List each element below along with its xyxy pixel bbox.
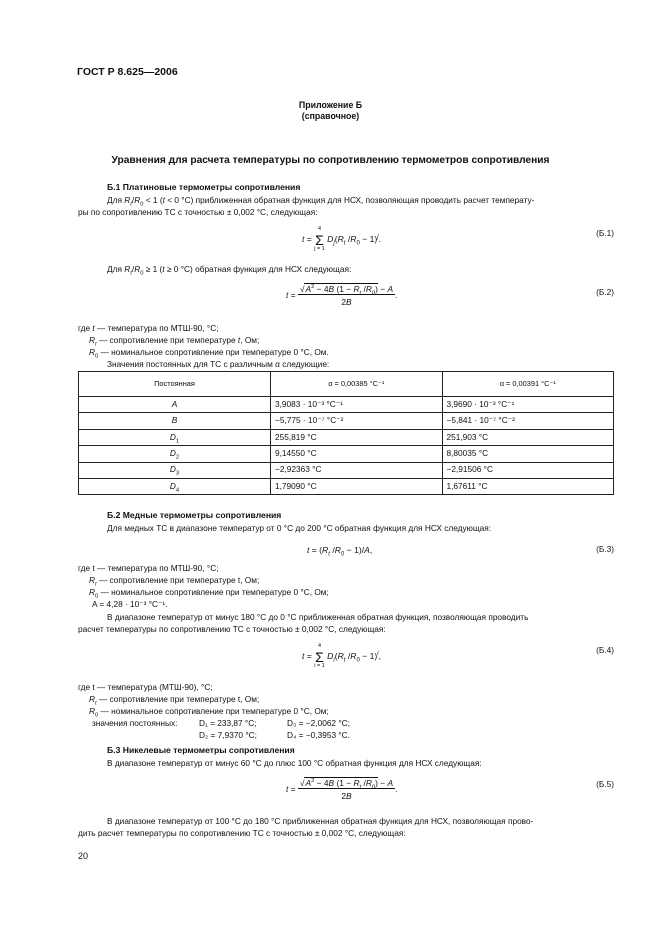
document-header: ГОСТ Р 8.625—2006: [77, 66, 178, 78]
where-word: где: [78, 323, 91, 333]
table-cell-value: −2,92363 °С: [271, 462, 442, 478]
table-header-cell: α = 0,00385 °С⁻¹: [271, 372, 442, 397]
where2-r0: $R_0$ — номинальное сопротивление при температуре 0 °С, Ом;: [89, 587, 329, 600]
where-r0: $R_0$ — номинальное сопротивление при температуре 0 °С, Ом.: [89, 347, 329, 360]
where-rt-end: , Ом;: [240, 335, 260, 345]
where3-r0: $R_0$ — номинальное сопротивление при температуре 0 °С, Ом;: [89, 706, 329, 719]
equation-b3-number: (Б.3): [596, 544, 614, 554]
section-b3-title: Б.3 Никелевые термометры сопротивления: [107, 745, 295, 755]
where3-rt: $R_t$ — сопротивление при температуре t, Ом;: [89, 694, 260, 707]
table-cell-value: −5,775 · 10⁻⁷ °С⁻²: [271, 413, 442, 429]
table-cell-value: 255,819 °С: [271, 429, 442, 445]
table-header-row: [79, 372, 614, 397]
where3-r0-desc: — номинальное сопротивление при температуре 0 °С, Ом;: [100, 706, 329, 716]
table-cell-constant: $D_3$: [79, 462, 271, 478]
b1-paragraph-2: Для $R_t/R_0 \ge 1$ (t ≥ 0 °С) обратная функция для НСХ следующая:: [107, 264, 352, 277]
table-row: [79, 429, 614, 445]
section-b2-title: Б.2 Медные термометры сопротивления: [107, 510, 282, 520]
b3-paragraph-2-line2: дить расчет температуры по сопротивлению ТС с точностью ± 0,002 °С, следующая:: [78, 828, 406, 838]
sum-symbol: 4 Σ j = 1: [314, 226, 325, 252]
table-cell-constant: $D_4$: [79, 478, 271, 494]
constants-table: [78, 371, 614, 495]
equation-b2: t = $\frac{√A^2 - 4B (1 - R_t /R_0) - A}{2B}$ .: [286, 284, 398, 308]
b1-paragraph-1-line2: ры по сопротивлению ТС с точностью ± 0,002 °С, следующая:: [78, 207, 318, 217]
appendix-title: Приложение Б: [298, 100, 363, 110]
where2-r0-desc: — номинальное сопротивление при температуре 0 °С, Ом;: [100, 587, 329, 597]
equation-b3: $t = (R_t$ $/R_0 - 1)/A$,: [307, 545, 373, 558]
b3-paragraph-1: В диапазоне температур от минус 60 °С до плюс 100 °С обратная функция для НСХ следующая:: [107, 758, 482, 768]
equation-b4: t = 4 Σ i = 1 $D_i(R_t$ $/R_0 - 1)^i$,: [302, 643, 381, 669]
b1-p1-cond2: < 0 °С) приближенная обратная функция для НСХ, позволяющая проводить расчет температу-: [167, 195, 535, 205]
main-title: Уравнения для расчета температуры по сопротивлению термометров сопротивления: [111, 155, 550, 166]
where3-d1: D₁ = 233,87 °С;: [199, 718, 257, 728]
table-cell-value: 3,9083 · 10⁻³ °С⁻¹: [271, 397, 442, 413]
sum-symbol: 4 Σ i = 1: [314, 643, 325, 669]
where3-d3: D₃ = −2,0062 °С;: [287, 718, 350, 728]
b2-paragraph-1: Для медных ТС в диапазоне температур от 0 °С до 200 °С обратная функция для НСХ следующая:: [107, 523, 492, 533]
where2-rt: $R_t$ — сопротивление при температуре t, Ом;: [89, 575, 260, 588]
where3-t: где t — температура (МТШ-90), °С;: [78, 682, 213, 692]
where-rt: $R_t$ — сопротивление при температуре t, Ом;: [89, 335, 260, 348]
table-cell-constant: B: [79, 413, 271, 429]
table-row: [79, 478, 614, 494]
equation-b5-number: (Б.5): [596, 779, 614, 789]
table-row: [79, 397, 614, 413]
appendix-subtitle: (справочное): [301, 111, 360, 121]
table-row: [79, 413, 614, 429]
equation-b1: t = 4 Σ j = 1 $D_j(R_t$ $/R_0 - 1)^j$.: [302, 226, 381, 252]
where2-a: A = 4,28 · 10⁻³ °С⁻¹.: [92, 599, 168, 609]
table-cell-constant: A: [79, 397, 271, 413]
table-row: [79, 446, 614, 462]
where-r0-desc: — номинальное сопротивление при температуре 0 °С, Ом.: [100, 347, 329, 357]
where3-rt-desc: — сопротивление при температуре t, Ом;: [98, 694, 260, 704]
table-header-cell: Постоянная: [79, 372, 271, 397]
table-cell-value: 9,14550 °С: [271, 446, 442, 462]
equation-b4-number: (Б.4): [596, 645, 614, 655]
table-cell-value: 1,79090 °С: [271, 478, 442, 494]
where3-d2: D₂ = 7,9370 °С;: [199, 730, 257, 740]
equation-b1-number: (Б.1): [596, 228, 614, 238]
b1-p2-cond2: ≥ 0 °С) обратная функция для НСХ следующая:: [166, 264, 352, 274]
where-t: где t — температура по МТШ-90, °С;: [78, 323, 219, 333]
table-header-cell: α = 0,00391 °С⁻¹: [442, 372, 614, 397]
equation-b5: t = $\frac{√A^2 - 4B (1 - R_t /R_0) - A}{2B}$ .: [286, 778, 398, 802]
table-cell-value: −2,91506 °С: [442, 462, 614, 478]
where-t-desc: — температура по МТШ-90, °С;: [97, 323, 219, 333]
b2-paragraph-2-line1: В диапазоне температур от минус 180 °С до 0 °С приближенная обратная функция, позволяющая проводить: [107, 612, 529, 622]
b1-p2-start: Для: [107, 264, 122, 274]
equation-b2-number: (Б.2): [596, 287, 614, 297]
table-cell-constant: $D_1$: [79, 429, 271, 445]
where2-t: где t — температура по МТШ-90, °С;: [78, 563, 219, 573]
page-number: 20: [78, 851, 89, 861]
table-cell-value: −5,841 · 10⁻⁷ °С⁻²: [442, 413, 614, 429]
where2-rt-desc: — сопротивление при температуре t, Ом;: [98, 575, 260, 585]
section-b1-title: Б.1 Платиновые термометры сопротивления: [107, 182, 301, 192]
table-cell-value: 8,80035 °С: [442, 446, 614, 462]
table-intro: Значения постоянных для ТС с различным α следующие:: [107, 359, 330, 369]
where3-d4: D₄ = −0,3953 °С.: [287, 730, 350, 740]
b3-paragraph-2-line1: В диапазоне температур от 100 °С до 180 °С приближенная обратная функция для НСХ, позволяющая прово-: [107, 816, 534, 826]
table-cell-value: 251,903 °С: [442, 429, 614, 445]
table-row: [79, 462, 614, 478]
b2-paragraph-2-line2: расчет температуры по сопротивлению ТС с точностью ± 0,002 °С, следующая:: [78, 624, 386, 634]
where3-constants-label: значения постоянных:: [92, 718, 178, 728]
b1-paragraph-1: Для $R_t/R_0 < 1$ (t < 0 °С) приближенная обратная функция для НСХ, позволяющая проводить расчет температу-: [107, 195, 535, 208]
b1-p2-cond: ≥ 1 (: [145, 264, 163, 274]
where-rt-desc: — сопротивление при температуре: [98, 335, 236, 345]
b1-p1-start: Для: [107, 195, 122, 205]
table-cell-value: 1,67611 °С: [442, 478, 614, 494]
table-cell-constant: $D_2$: [79, 446, 271, 462]
table-cell-value: 3,9690 · 10⁻³ °С⁻¹: [442, 397, 614, 413]
b1-p1-cond: < 1 (: [145, 195, 163, 205]
